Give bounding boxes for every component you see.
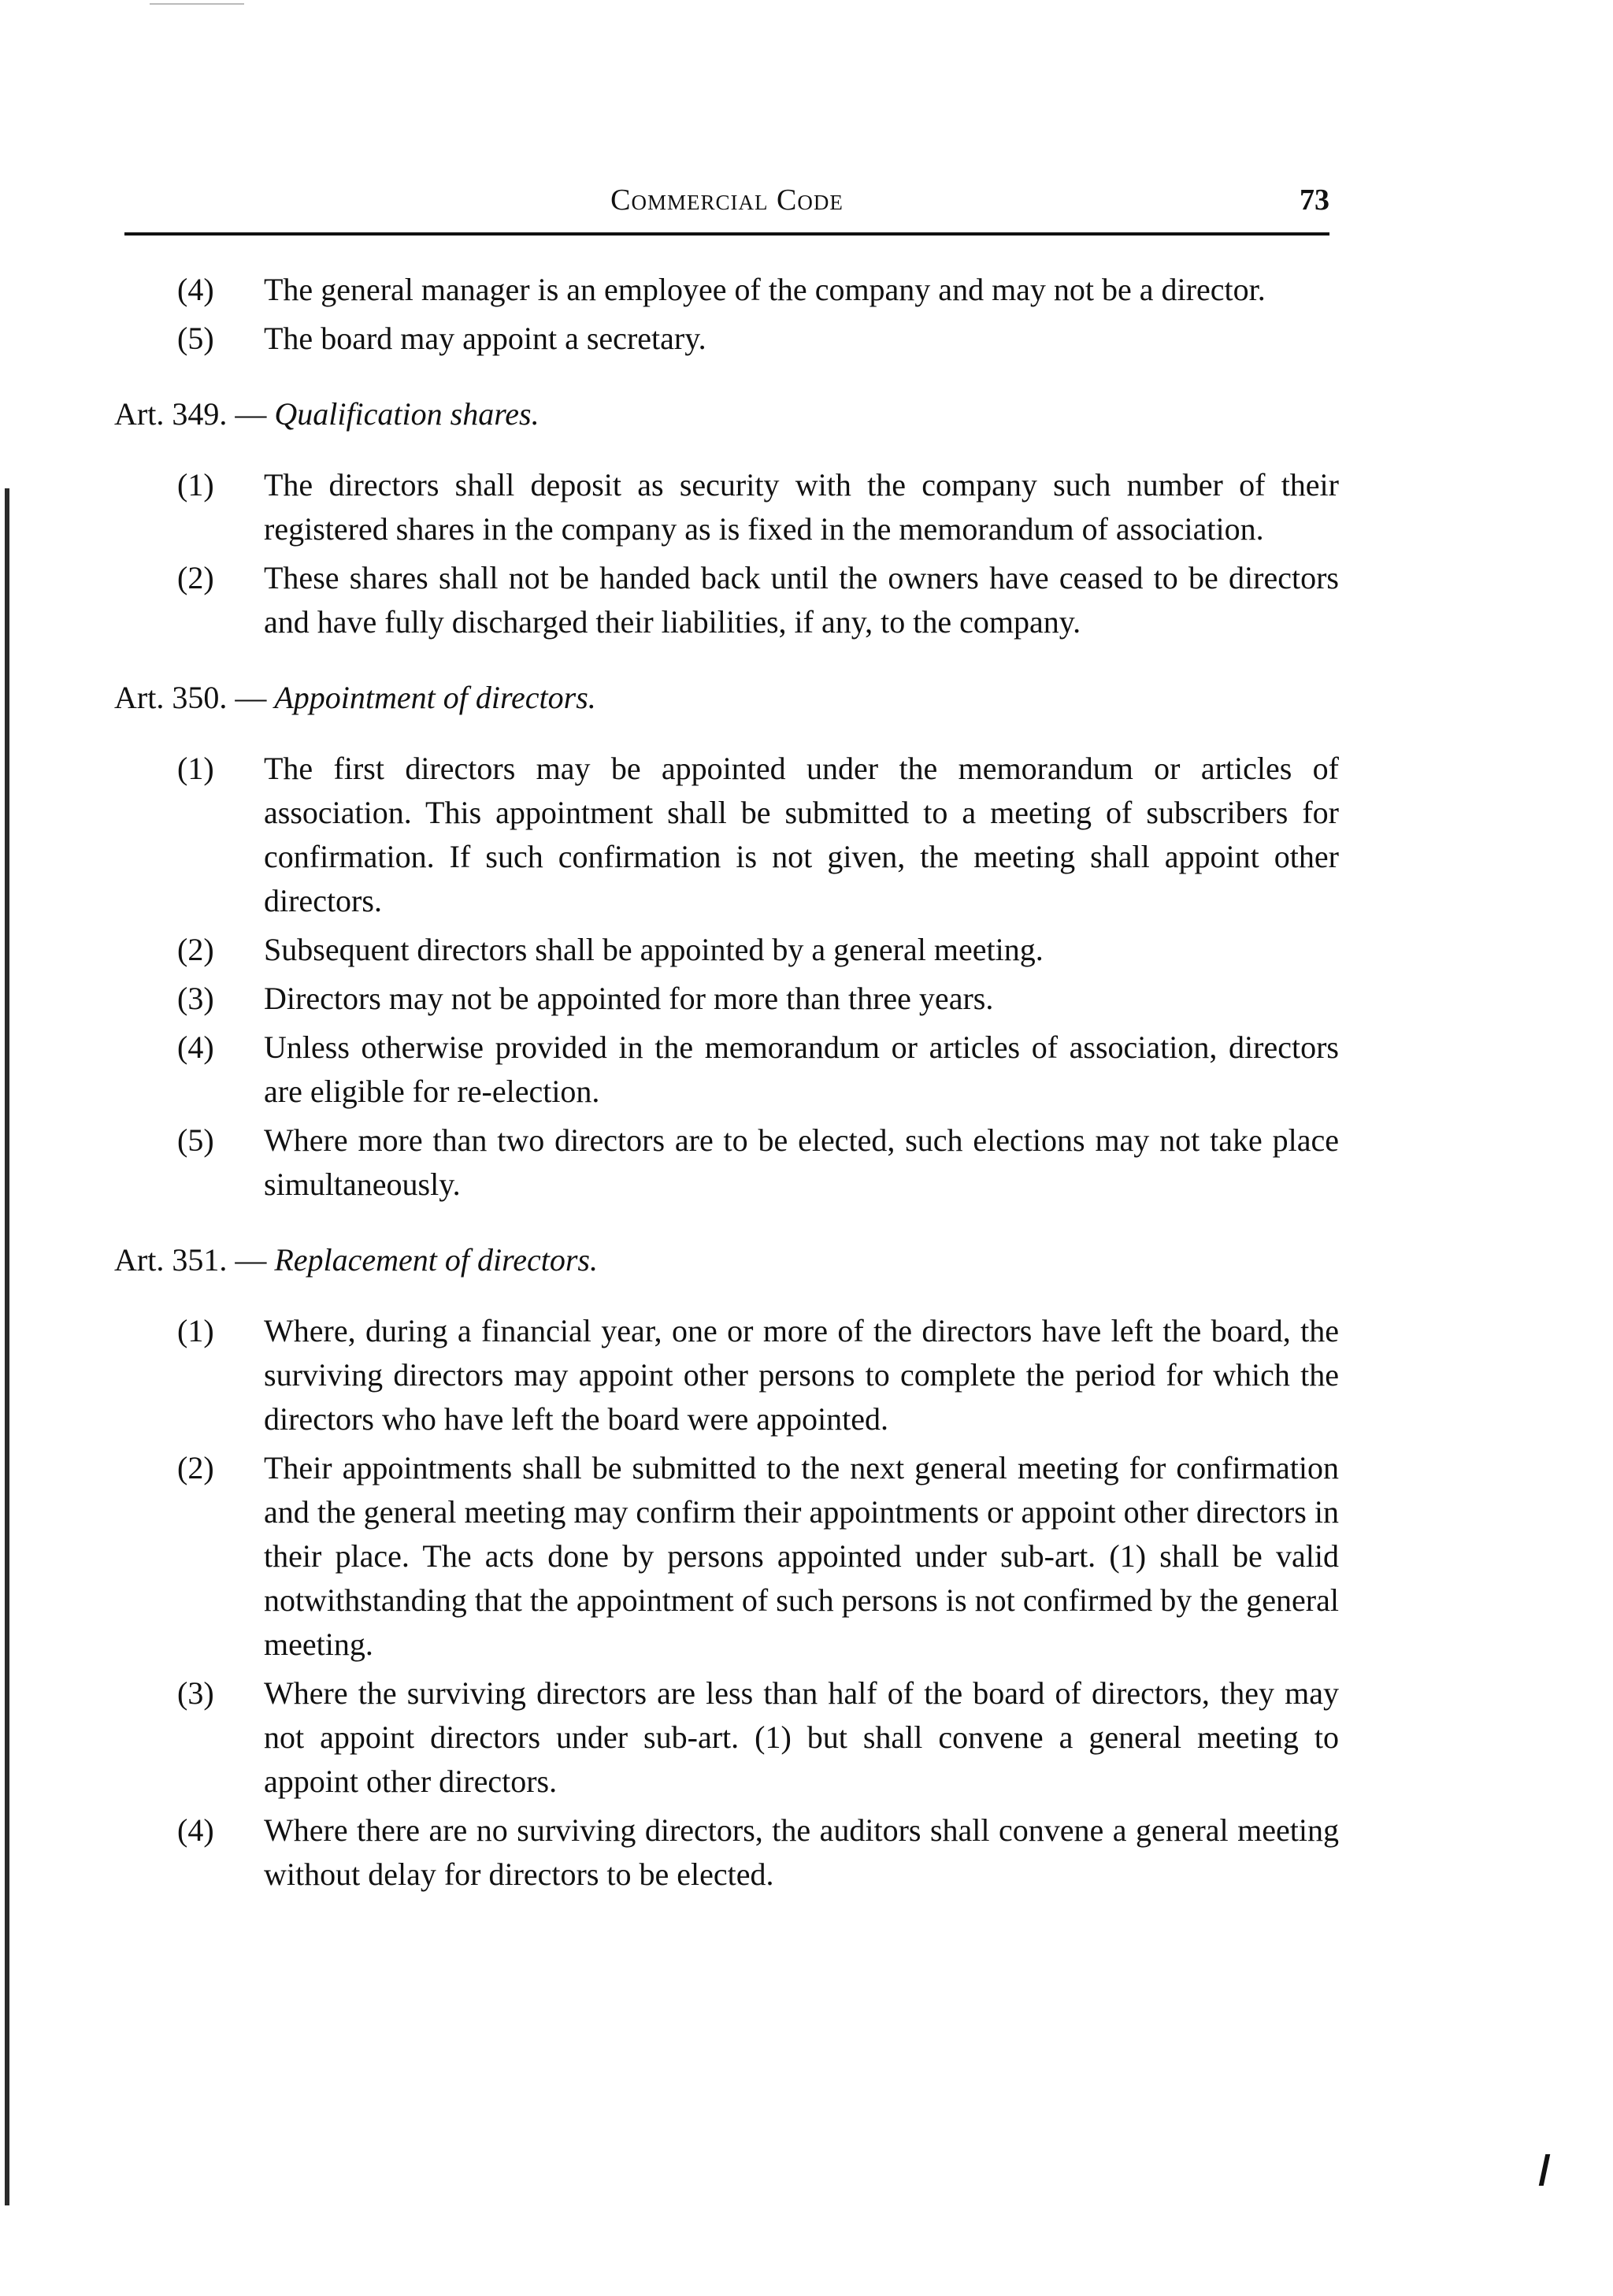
paragraph-text: Where, during a financial year, one or more of the directors have left the board, the surviving directors may appoint other persons to complete the period for which the directors who have left the board were appointed. [264,1313,1339,1437]
paragraph-number: (3) [177,981,214,1016]
paragraph-number: (5) [177,1122,214,1158]
article-heading [114,676,1339,720]
paragraph-text: Directors may not be appointed for more than three years. [264,981,994,1016]
paragraph [114,1309,1339,1441]
running-head [124,183,1329,230]
paragraph-number: (1) [177,751,214,786]
page-number: 73 [1300,184,1329,217]
paragraph-text: The board may appoint a secretary. [264,321,706,356]
paragraph-text: Subsequent directors shall be appointed by a general meeting. [264,932,1044,967]
scan-edge-shadow [5,488,9,2205]
paragraph-text: Unless otherwise provided in the memorandum or articles of association, directors are eligible for re-election. [264,1029,1339,1109]
article-label: Art. 351. — [114,1242,267,1278]
paragraph [114,463,1339,551]
paragraph-text: These shares shall not be handed back until the owners have ceased to be directors and have fully discharged their liabilities, if any, to the company. [264,560,1339,640]
article-title: Appointment of directors. [274,680,596,715]
paragraph-text: The first directors may be appointed under the memorandum or articles of association. This appointment shall be submitted to a meeting of subscribers for confirmation. If such confirmation is not given, the meeting shall appoint other directors. [264,751,1339,918]
article-heading [114,392,1339,436]
paragraph-number: (2) [177,1450,214,1486]
paragraph-number: (4) [177,272,214,307]
paragraph [114,268,1339,312]
paragraph-text: Where there are no surviving directors, the auditors shall convene a general meeting without delay for directors to be elected. [264,1812,1339,1892]
paragraph-text: Where the surviving directors are less than half of the board of directors, they may not appoint directors under sub-art. (1) but shall convene a general meeting to appoint other directors. [264,1675,1339,1799]
paragraph-text: The directors shall deposit as security with the company such number of their registered shares in the company as is fixed in the memorandum of association. [264,467,1339,547]
paragraph [114,1808,1339,1897]
article-label: Art. 349. — [114,396,267,432]
running-title: Commercial Code [610,184,844,217]
paragraph-text: The general manager is an employee of the company and may not be a director. [264,272,1266,307]
article-label: Art. 350. — [114,680,267,715]
article-title: Replacement of directors. [274,1242,598,1278]
paragraph-number: (2) [177,932,214,967]
paragraph-text: Their appointments shall be submitted to the next general meeting for confirmation and the general meeting may confirm their appointments or appoint other directors in their place. The acts done by persons appointed under sub-art. (1) shall be valid notwithstanding that the appointment of such persons is not confirmed by the general meeting. [264,1450,1339,1662]
paragraph-number: (3) [177,1675,214,1711]
paragraph [114,1026,1339,1114]
paragraph-number: (5) [177,321,214,356]
header-rule [124,232,1329,236]
paragraph-text: Where more than two directors are to be elected, such elections may not take place simultaneously. [264,1122,1339,1202]
paragraph [114,747,1339,923]
scan-artifact [150,3,244,5]
paragraph-number: (4) [177,1029,214,1065]
paragraph [114,556,1339,644]
article-heading [114,1238,1339,1282]
paragraph-number: (4) [177,1812,214,1848]
scan-artifact [1539,2154,1551,2186]
page-body [114,268,1339,1901]
article-title: Qualification shares. [274,396,540,432]
paragraph [114,317,1339,361]
paragraph [114,1446,1339,1667]
paragraph-number: (2) [177,560,214,595]
paragraph [114,1118,1339,1207]
paragraph-number: (1) [177,1313,214,1348]
paragraph-number: (1) [177,467,214,503]
paragraph [114,1671,1339,1804]
paragraph [114,977,1339,1021]
paragraph [114,928,1339,972]
